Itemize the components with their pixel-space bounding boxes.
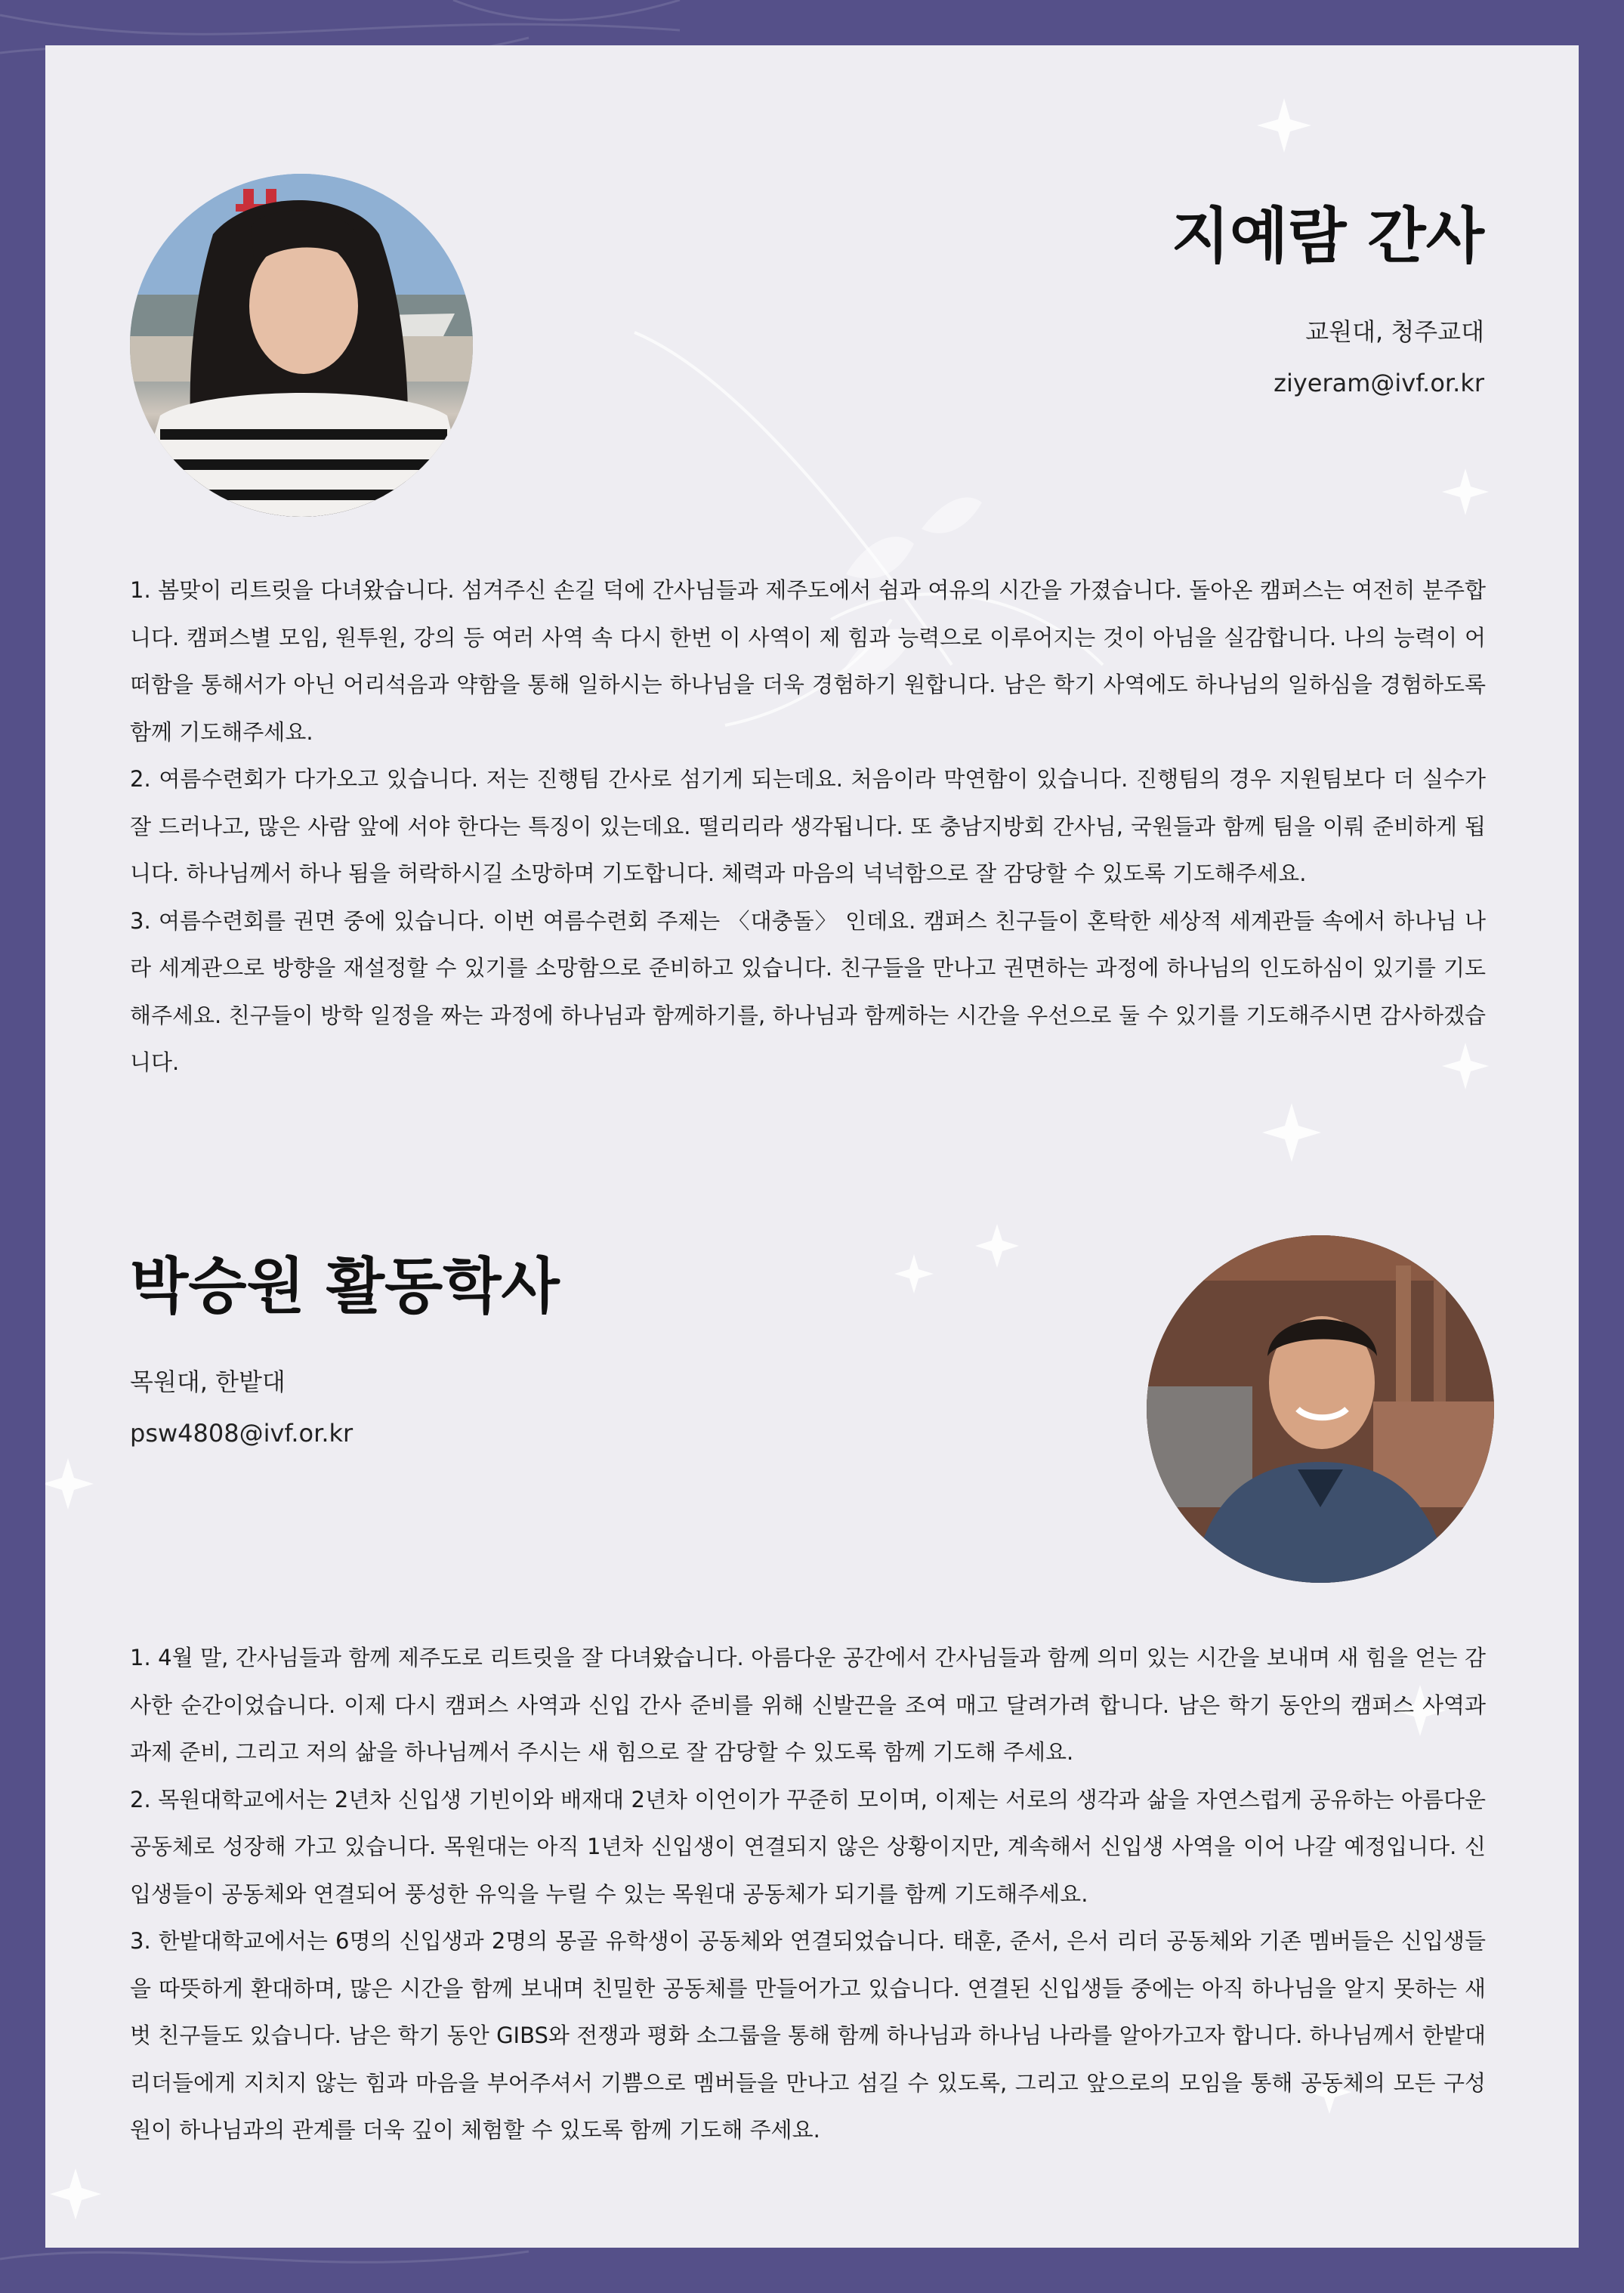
profile-photo-jiyeram [130, 174, 473, 517]
prayer-item: 2. 목원대학교에서는 2년차 신입생 기빈이와 배재대 2년차 이언이가 꾸준히 모이며, 이제는 서로의 생각과 삶을 자연스럽게 공유하는 아름다운 공동체로 성장해 가고 있습니다. 목원대는 아직 1년차 신입생이 연결되지 않은 상황이지만, 계속해서 신입생 사역을 이어 나갈 예정입니다. 신입생들이 공동체와 연결되어 풍성한 유익을 누릴 수 있는 목원대 공동체가 되기를 함께 기도해주세요. [130, 1786, 1486, 1907]
staff-email-link[interactable]: psw4808@ivf.or.kr [130, 1419, 354, 1448]
prayer-item: 2. 여름수련회가 다가오고 있습니다. 저는 진행팀 간사로 섬기게 되는데요. 처음이라 막연함이 있습니다. 진행팀의 경우 지원팀보다 더 실수가 잘 드러나고, 많은 사람 앞에 서야 한다는 특징이 있는데요. 떨리리라 생각됩니다. 또 충남지방회 간사님, 국원들과 함께 팀을 이뤄 준비하게 됩니다. 하나님께서 하나 됨을 허락하시길 소망하며 기도합니다. 체력과 마음의 넉넉함으로 잘 감당할 수 있도록 기도해주세요. [130, 766, 1486, 886]
staff-name-heading: 박승원 활동학사 [130, 1250, 560, 1321]
prayer-item: 3. 여름수련회를 권면 중에 있습니다. 이번 여름수련회 주제는 〈대충돌〉 인데요. 캠퍼스 친구들이 혼탁한 세상적 세계관들 속에서 하나님 나라 세계관으로 방향을 재설정할 수 있기를 소망함으로 준비하고 있습니다. 친구들을 만나고 권면하는 과정에 하나님의 인도하심이 있기를 기도해주세요. 친구들이 방학 일정을 짜는 과정에 하나님과 함께하기를, 하나님과 함께하는 시간을 우선으로 둘 수 있기를 기도해주시면 감사하겠습니다. [130, 907, 1486, 1075]
prayer-item: 1. 봄맞이 리트릿을 다녀왔습니다. 섬겨주신 손길 덕에 간사님들과 제주도에서 쉼과 여유의 시간을 가졌습니다. 돌아온 캠퍼스는 여전히 분주합니다. 캠퍼스별 모임, 원투원, 강의 등 여러 사역 속 다시 한번 이 사역이 제 힘과 능력으로 이루어지는 것이 아님을 실감합니다. 나의 능력이 어떠함을 통해서가 아닌 어리석음과 약함을 통해 일하시는 하나님을 더욱 경험하기 원합니다. 남은 학기 사역에도 하나님의 일하심을 경험하도록 함께 기도해주세요. [130, 577, 1486, 745]
staff-campus: 교원대, 청주교대 [1305, 317, 1484, 346]
prayer-item: 1. 4월 말, 간사님들과 함께 제주도로 리트릿을 잘 다녀왔습니다. 아름다운 공간에서 간사님들과 함께 의미 있는 시간을 보내며 새 힘을 얻는 감사한 순간이었습니다. 이제 다시 캠퍼스 사역과 신입 간사 준비를 위해 신발끈을 조여 매고 달려가려 합니다. 남은 학기 동안의 캠퍼스 사역과 과제 준비, 그리고 저의 삶을 하나님께서 주시는 새 힘으로 잘 감당할 수 있도록 함께 기도해 주세요. [130, 1645, 1486, 1765]
staff-name-heading: 지예람 간사 [1171, 200, 1484, 271]
profile-photo-parkseungwon [1147, 1235, 1494, 1583]
staff-campus: 목원대, 한밭대 [130, 1367, 286, 1396]
prayer-requests-parkseungwon [130, 1634, 1486, 2154]
staff-email-link[interactable]: ziyeram@ivf.or.kr [1274, 369, 1484, 397]
document-page [45, 45, 1579, 2248]
portrait-photo-icon [130, 174, 473, 517]
prayer-requests-jiyeram [130, 567, 1486, 1086]
portrait-photo-icon [1147, 1235, 1494, 1583]
prayer-item: 3. 한밭대학교에서는 6명의 신입생과 2명의 몽골 유학생이 공동체와 연결되었습니다. 태훈, 준서, 은서 리더 공동체와 기존 멤버들은 신입생들을 따뜻하게 환대하며, 많은 시간을 함께 보내며 친밀한 공동체를 만들어가고 있습니다. 연결된 신입생들 중에는 아직 하나님을 알지 못하는 새벗 친구들도 있습니다. 남은 학기 동안 GIBS와 전쟁과 평화 소그룹을 통해 함께 하나님과 하나님 나라를 알아가고자 합니다. 하나님께서 한밭대 리더들에게 지치지 않는 힘과 마음을 부어주셔서 기쁨으로 멤버들을 만나고 섬길 수 있도록, 그리고 앞으로의 모임을 통해 공동체의 모든 구성원이 하나님과의 관계를 더욱 깊이 체험할 수 있도록 함께 기도해 주세요. [130, 1928, 1486, 2143]
